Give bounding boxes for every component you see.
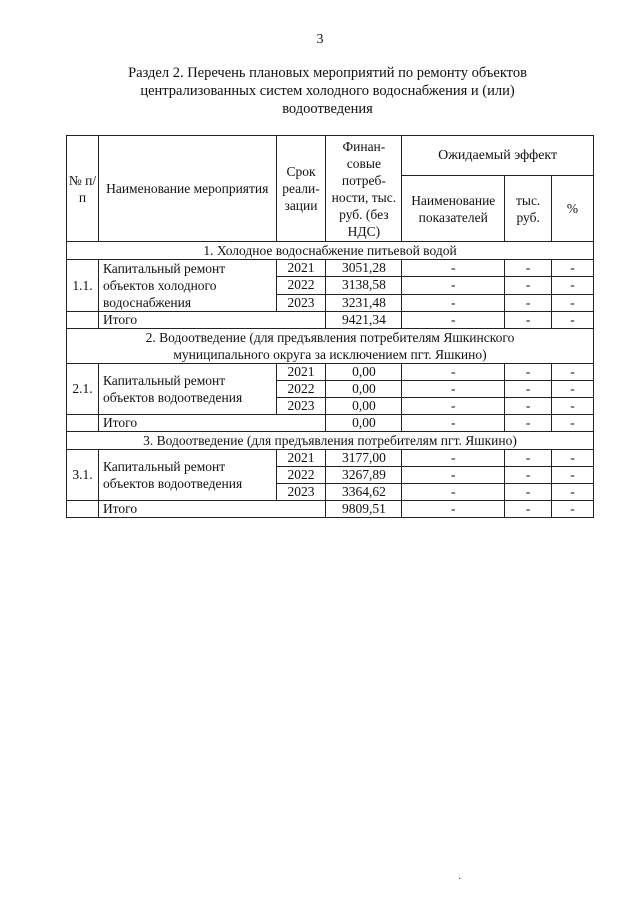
dash-cell: - — [402, 484, 505, 501]
title-line: водоотведения — [282, 101, 373, 117]
dash-cell: - — [402, 467, 505, 484]
stray-mark: · — [458, 874, 462, 885]
dash-cell: - — [402, 364, 505, 381]
year-cell: 2023 — [276, 484, 326, 501]
amount-cell: 3138,58 — [326, 277, 402, 294]
dash-cell: - — [505, 260, 552, 277]
page-number: 3 — [316, 32, 324, 47]
item-number: 2.1. — [67, 364, 99, 415]
dash-cell: - — [505, 381, 552, 398]
section-heading: 1. Холодное водоснабжение питьевой водой — [67, 242, 594, 260]
total-value: 9809,51 — [326, 501, 402, 518]
amount-cell: 0,00 — [326, 398, 402, 415]
year-cell: 2022 — [276, 381, 326, 398]
dash-cell: - — [402, 277, 505, 294]
dash-cell: - — [505, 277, 552, 294]
amount-cell: 3231,48 — [326, 294, 402, 311]
dash-cell: - — [505, 398, 552, 415]
item-number: 1.1. — [67, 260, 99, 312]
year-cell: 2023 — [276, 398, 326, 415]
amount-cell: 3267,89 — [326, 467, 402, 484]
dash-cell: - — [402, 294, 505, 311]
amount-cell: 3177,00 — [326, 450, 402, 467]
item-number: 3.1. — [67, 450, 99, 501]
header-rub: тыс. руб. — [505, 176, 552, 242]
dash-cell: - — [552, 450, 594, 467]
total-row — [67, 501, 594, 518]
total-label: Итого — [98, 415, 326, 432]
dash-cell: - — [552, 467, 594, 484]
item-name: Капитальный ремонт объектов холодного водоснабжения — [98, 260, 276, 312]
dash-cell: - — [505, 467, 552, 484]
dash-cell: - — [402, 312, 505, 329]
title-line: Раздел 2. Перечень плановых мероприятий по ремонту объектов — [128, 65, 527, 81]
table-row — [67, 260, 594, 277]
total-value: 9421,34 — [326, 312, 402, 329]
total-row — [67, 312, 594, 329]
dash-cell: - — [552, 398, 594, 415]
dash-cell: - — [505, 450, 552, 467]
year-cell: 2022 — [276, 277, 326, 294]
total-value: 0,00 — [326, 415, 402, 432]
dash-cell: - — [402, 398, 505, 415]
amount-cell: 3364,62 — [326, 484, 402, 501]
empty-cell — [67, 415, 99, 432]
header-indicator: Наименование показателей — [402, 176, 505, 242]
total-label: Итого — [98, 312, 326, 329]
dash-cell: - — [402, 450, 505, 467]
dash-cell: - — [552, 312, 594, 329]
dash-cell: - — [505, 484, 552, 501]
dash-cell: - — [402, 381, 505, 398]
year-cell: 2021 — [276, 364, 326, 381]
section-title — [70, 64, 585, 118]
dash-cell: - — [552, 501, 594, 518]
total-row — [67, 415, 594, 432]
dash-cell: - — [505, 294, 552, 311]
dash-cell: - — [402, 415, 505, 432]
section-heading: 2. Водоотведение (для предъявления потребителям Яшкинского муниципального округа за исключением пгт. Яшкино) — [67, 329, 594, 364]
empty-cell — [67, 312, 99, 329]
section-heading: 3. Водоотведение (для предъявления потребителям пгт. Яшкино) — [67, 432, 594, 450]
header-pct: % — [552, 176, 594, 242]
title-line: централизованных систем холодного водоснабжения и (или) — [140, 83, 515, 99]
header-num: № п/п — [67, 136, 99, 242]
amount-cell: 3051,28 — [326, 260, 402, 277]
table-row — [67, 450, 594, 467]
header-finance: Финан-совые потреб-ности, тыс. руб. (без НДС) — [326, 136, 402, 242]
total-label: Итого — [98, 501, 326, 518]
dash-cell: - — [552, 364, 594, 381]
year-cell: 2021 — [276, 260, 326, 277]
dash-cell: - — [552, 381, 594, 398]
header-name: Наименование мероприятия — [98, 136, 276, 242]
year-cell: 2021 — [276, 450, 326, 467]
table-row — [67, 364, 594, 381]
header-effect: Ожидаемый эффект — [402, 136, 594, 176]
dash-cell: - — [552, 260, 594, 277]
year-cell: 2023 — [276, 294, 326, 311]
empty-cell — [67, 501, 99, 518]
dash-cell: - — [402, 501, 505, 518]
dash-cell: - — [552, 484, 594, 501]
year-cell: 2022 — [276, 467, 326, 484]
item-name: Капитальный ремонт объектов водоотведения — [98, 364, 276, 415]
measures-table — [66, 135, 594, 518]
dash-cell: - — [552, 415, 594, 432]
dash-cell: - — [505, 364, 552, 381]
header-term: Срок реали-зации — [276, 136, 326, 242]
dash-cell: - — [505, 501, 552, 518]
dash-cell: - — [505, 415, 552, 432]
dash-cell: - — [402, 260, 505, 277]
item-name: Капитальный ремонт объектов водоотведения — [98, 450, 276, 501]
dash-cell: - — [552, 277, 594, 294]
amount-cell: 0,00 — [326, 364, 402, 381]
dash-cell: - — [552, 294, 594, 311]
dash-cell: - — [505, 312, 552, 329]
amount-cell: 0,00 — [326, 381, 402, 398]
